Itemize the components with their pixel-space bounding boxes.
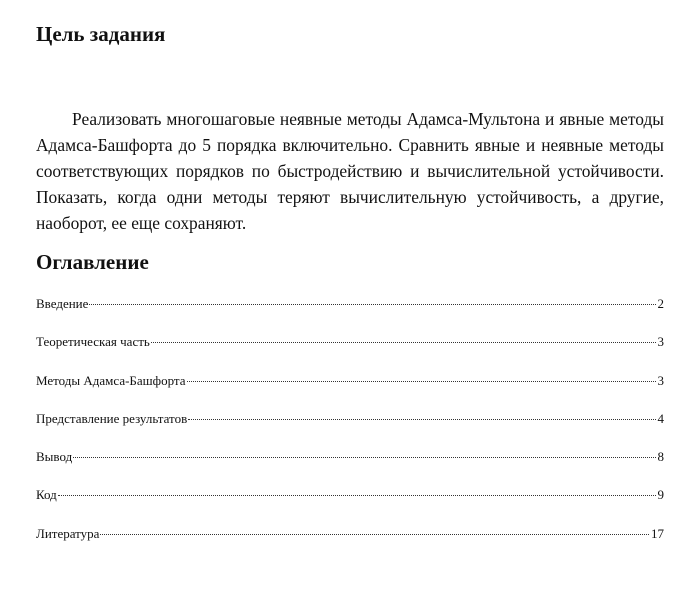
toc-dot-leader (187, 381, 656, 382)
toc-entry-introduction[interactable] (36, 294, 664, 332)
toc-dot-leader (58, 495, 656, 496)
toc-dot-leader (100, 534, 649, 535)
goal-heading: Цель задания (36, 22, 166, 46)
table-of-contents (36, 294, 664, 562)
toc-entry-literature[interactable] (36, 524, 664, 562)
toc-entry-title: Введение (36, 296, 89, 311)
toc-entry-title: Вывод (36, 449, 73, 465)
toc-entry-page: 9 (657, 487, 664, 503)
toc-entry-page: 4 (657, 410, 664, 426)
toc-entry-page: 8 (657, 449, 664, 465)
toc-entry-adams-bashforth[interactable] (36, 371, 664, 409)
toc-entry-results[interactable] (36, 409, 664, 447)
toc-entry-theory[interactable] (36, 332, 664, 370)
toc-entry-page: 2 (657, 296, 664, 311)
toc-dot-leader (73, 457, 655, 458)
toc-dot-leader (89, 304, 655, 305)
toc-dot-leader (188, 419, 655, 420)
toc-entry-conclusion[interactable] (36, 447, 664, 485)
toc-entry-title: Теоретическая часть (36, 334, 150, 350)
toc-entry-title: Представление результатов (36, 410, 188, 426)
goal-paragraph: Реализовать многошаговые неявные методы Адамса-Мультона и явные методы Адамса-Башфорта до 5 порядка включительно. Сравнить явные и неявные методы соответствующих порядков по быстродействию и вычислительной устойчивости. Показать, когда одни методы теряют вычислительную устойчивость, а другие, наоборот, ее еще сохраняют. (36, 109, 664, 233)
toc-heading: Оглавление (36, 250, 149, 274)
toc-entry-page: 3 (657, 334, 664, 350)
toc-entry-title: Методы Адамса-Башфорта (36, 372, 186, 388)
toc-entry-page: 3 (657, 372, 664, 388)
toc-entry-title: Литература (36, 525, 100, 541)
toc-entry-code[interactable] (36, 485, 664, 523)
document-page (36, 0, 664, 608)
toc-dot-leader (151, 342, 656, 343)
toc-entry-title: Код (36, 487, 57, 503)
toc-entry-page: 17 (651, 525, 664, 541)
